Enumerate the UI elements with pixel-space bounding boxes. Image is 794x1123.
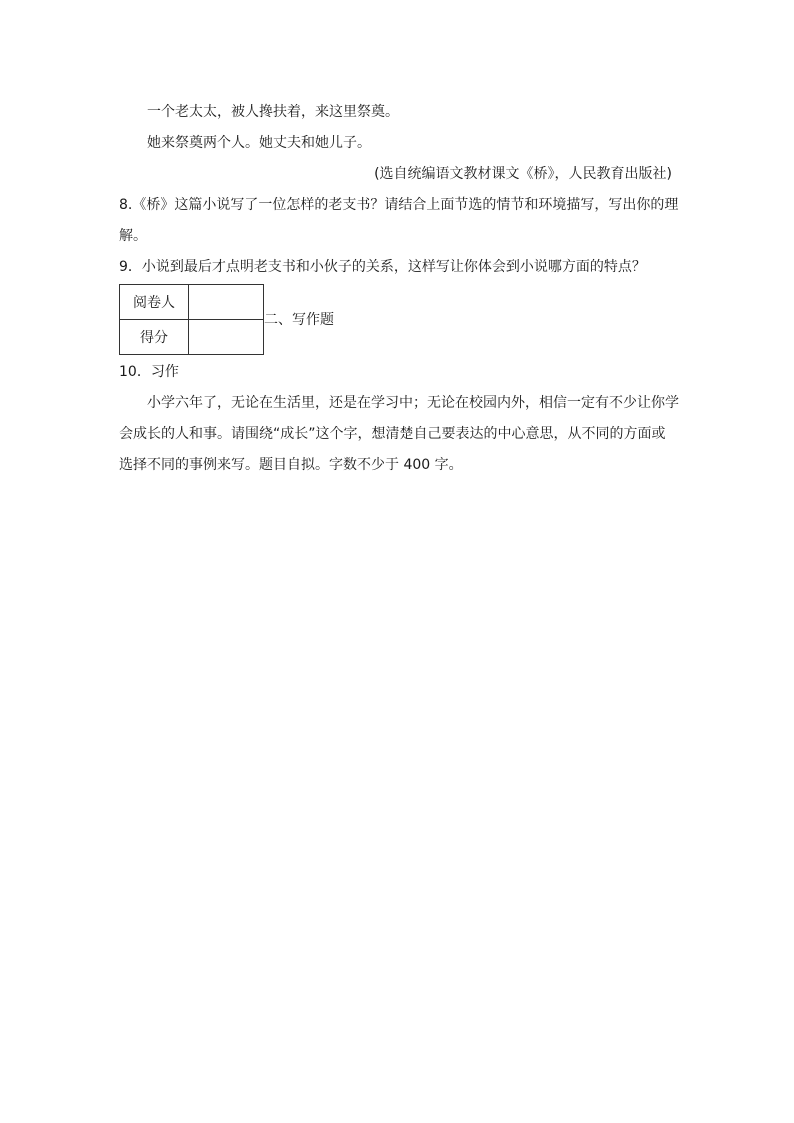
question-10-label: 10．习作 — [119, 364, 179, 380]
question-8-line-1: 8.《桥》这篇小说写了一位怎样的老支书？请结合上面节选的情节和环境描写，写出你的理 — [119, 197, 679, 213]
question-9: 9．小说到最后才点明老支书和小伙子的关系，这样写让你体会到小说哪方面的特点？ — [119, 259, 646, 275]
passage-line-1: 一个老太太，被人搀扶着，来这里祭奠。 — [147, 104, 399, 120]
writing-prompt-line-2: 会成长的人和事。请围绕“成长”这个字，想清楚自己要表达的中心意思，从不同的方面或 — [119, 426, 666, 442]
score-table — [119, 284, 264, 355]
score-table-row — [120, 284, 264, 319]
score-label: 得分 — [120, 319, 189, 354]
score-table-row — [120, 319, 264, 354]
passage-line-2: 她来祭奠两个人。她丈夫和她儿子。 — [147, 135, 371, 151]
writing-prompt-line-1: 小学六年了，无论在生活里，还是在学习中；无论在校园内外，相信一定有不少让你学 — [147, 395, 679, 411]
score-value-cell — [189, 319, 264, 354]
question-8-line-2: 解。 — [119, 228, 147, 244]
reviewer-value-cell — [189, 284, 264, 319]
section-title: 二、写作题 — [264, 312, 334, 328]
score-box-group — [119, 283, 334, 355]
passage-source: (选自统编语文教材课文《桥》，人民教育出版社) — [374, 166, 672, 182]
writing-prompt-line-3: 选择不同的事例来写。题目自拟。字数不少于 400 字。 — [119, 457, 463, 473]
reviewer-label: 阅卷人 — [120, 284, 189, 319]
